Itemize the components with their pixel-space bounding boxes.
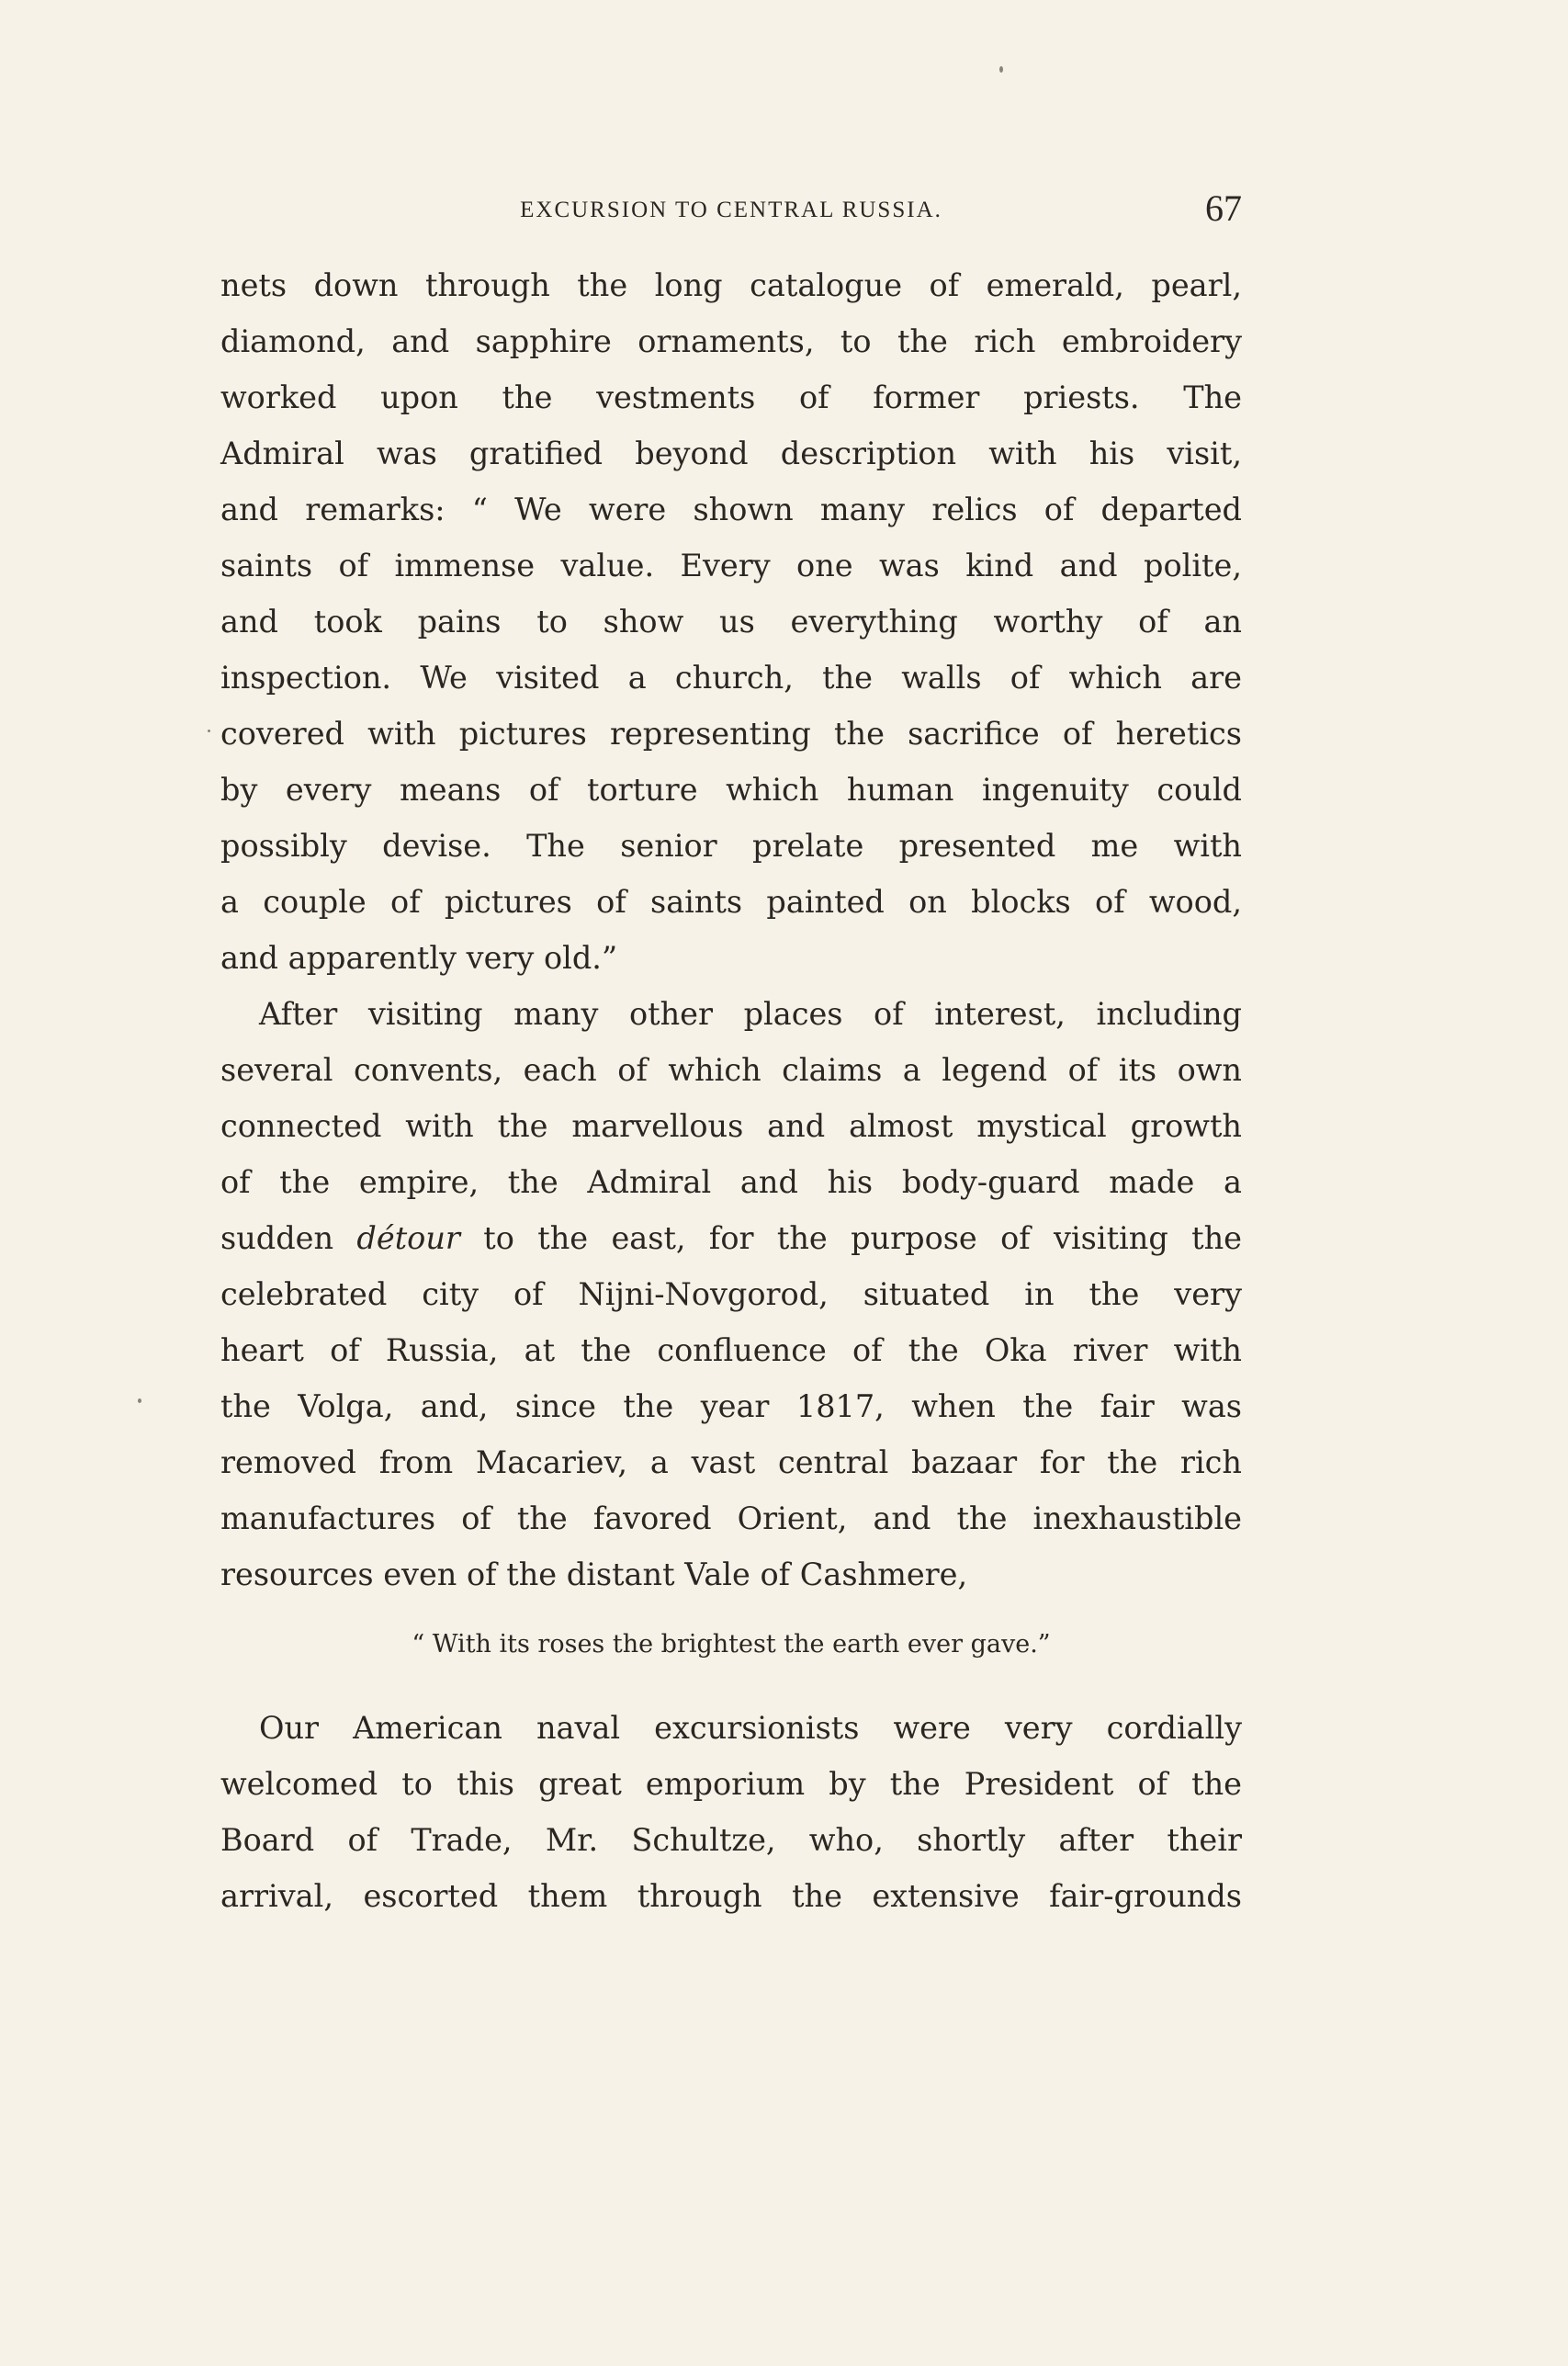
text-line: welcomed to this great emporium by the President of the	[220, 1766, 1242, 1802]
text-line: heart of Russia, at the confluence of the Oka river with	[220, 1332, 1242, 1368]
text-line: Admiral was gratified beyond description with his visit,	[220, 436, 1242, 471]
text-line: and remarks: “ We were shown many relics of departed	[220, 492, 1242, 527]
text-line: nets down through the long catalogue of emerald, pearl,	[220, 267, 1242, 303]
page-number: 67	[1205, 187, 1242, 229]
text-line: covered with pictures representing the sacrifice of heretics	[220, 716, 1242, 752]
text-line: Board of Trade, Mr. Schultze, who, shortly after their	[220, 1822, 1242, 1858]
text-line: saints of immense value. Every one was kind and polite,	[220, 548, 1242, 583]
text-line: inspection. We visited a church, the walls of which are	[220, 660, 1242, 696]
paper-speck	[999, 66, 1003, 73]
text-line: manufactures of the favored Orient, and the inexhaustible	[220, 1500, 1242, 1536]
text-line: resources even of the distant Vale of Cashmere,	[220, 1557, 968, 1592]
text-line: arrival, escorted them through the extensive fair-grounds	[220, 1878, 1242, 1914]
text-line: Our American naval excursionists were very cordially	[259, 1710, 1242, 1746]
text-line: several convents, each of which claims a legend of its own	[220, 1052, 1242, 1088]
verse-quotation: “ With its roses the brightest the earth ever gave.”	[412, 1630, 1051, 1658]
paragraph-1	[220, 257, 1242, 986]
text-line: by every means of torture which human ingenuity could	[220, 772, 1242, 808]
text-line: celebrated city of Nijni-Novgorod, situated in the very	[220, 1276, 1242, 1312]
running-head	[220, 187, 1242, 232]
text-line: connected with the marvellous and almost mystical growth	[220, 1108, 1242, 1144]
paragraph-3	[220, 1700, 1242, 1924]
paper-speck	[208, 730, 210, 732]
text-line: After visiting many other places of interest, including	[259, 996, 1242, 1032]
text-line-with-italic	[220, 1210, 1242, 1266]
italic-word: détour	[356, 1220, 460, 1256]
main-text	[220, 257, 1242, 1602]
paper-speck	[138, 1398, 141, 1403]
text-line: worked upon the vestments of former priests. The	[220, 379, 1242, 415]
text-line: the Volga, and, since the year 1817, when the fair was	[220, 1388, 1242, 1424]
text-run: sudden	[220, 1220, 357, 1256]
text-line: and apparently very old.”	[220, 940, 618, 976]
text-line: a couple of pictures of saints painted on blocks of wood,	[220, 884, 1242, 920]
text-line: of the empire, the Admiral and his body-guard made a	[220, 1164, 1242, 1200]
text-run: to the east, for the purpose of visiting the	[459, 1220, 1242, 1256]
text-line: diamond, and sapphire ornaments, to the rich embroidery	[220, 323, 1242, 359]
text-line: possibly devise. The senior prelate presented me with	[220, 828, 1242, 864]
paragraph-2	[220, 986, 1242, 1602]
text-line: removed from Macariev, a vast central bazaar for the rich	[220, 1444, 1242, 1480]
text-line: and took pains to show us everything worthy of an	[220, 604, 1242, 640]
running-title: EXCURSION TO CENTRAL RUSSIA.	[520, 198, 942, 222]
